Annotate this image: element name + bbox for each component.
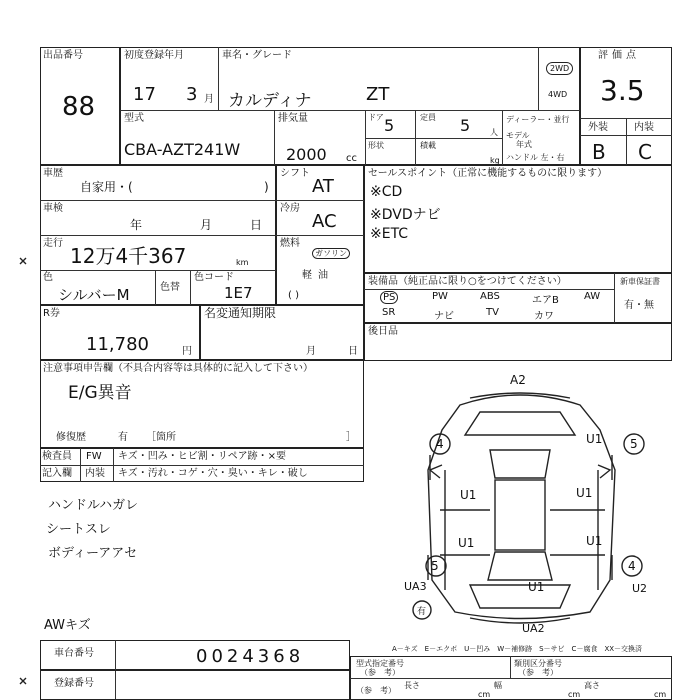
remark-3: ボディーアアセ [48,546,138,561]
mark-a2: A2 [510,373,526,387]
mark-u2: U2 [632,582,648,595]
mark-u1-left-door: U1 [460,488,477,502]
name-change-day: 日 [348,346,358,357]
remark-2: シートスレ [46,522,111,537]
inspection-month: 月 [200,218,213,232]
name-grade-label: 車名・グレード [222,50,292,61]
fuel-paren: ( ) [288,290,299,301]
chassis-label: 車台番号 [54,648,94,659]
drive-4wd: 4WD [548,90,568,99]
warranty-value: 有・無 [624,300,654,311]
repair-value: 有 [118,432,128,443]
mark-4-rear-right: 4 [628,559,636,573]
mark-circled: 有 [417,607,427,617]
load-label: 積載 [420,141,436,150]
name-change-month: 月 [306,346,316,357]
dealer-label: ディーラー・並行 [506,115,570,124]
recycle-label: R券 [43,308,60,319]
inspection-label: 車検 [43,203,63,214]
shift-value: AT [312,176,334,197]
mark-u1-hood: U1 [586,432,603,446]
interior-grade: C [638,140,652,164]
mark-u1-right-rear: U1 [586,534,603,548]
mark-ua3: UA3 [404,580,427,593]
doors-label: ドア [368,113,384,122]
spec-label: 型式指定番号 [356,659,404,668]
score-label: 評価点 [598,50,640,61]
chassis-value: 0024368 [196,646,305,667]
km-unit: km [236,258,249,267]
mileage-value: 12万4千367 [70,244,187,268]
sales-item-1: ※CD [370,184,403,200]
equip-navi: ナビ [434,311,454,322]
interior-entry-label: 内装 [85,468,105,479]
lot-number: 88 [62,92,96,122]
legend-interior: キズ・汚れ・コゲ・穴・臭い・キレ・破し [118,468,308,479]
color-code-label: 色コード [194,272,234,283]
ref-dims: （参 考） [356,686,396,695]
mark-u1-right-front: U1 [576,486,593,500]
width-label: 幅 [494,681,502,690]
spec-reference: （参 考） [360,668,400,677]
color-value: シルバーM [58,286,130,304]
notes-label: 注意事項申告欄（不具合内容等は具体的に記入して下さい） [43,363,313,374]
mark-4-front-left: 4 [436,437,444,451]
capacity-label: 定員 [420,113,436,122]
mark-5-front-right: 5 [630,437,638,451]
length-cm: cm [478,690,491,699]
model-year-label: モデル [506,131,530,140]
legend-exterior: キズ・凹み・ヒビ割・リペア跡・×要 [118,451,286,462]
registration-label: 登録番号 [54,678,94,689]
warranty-label: 新車保証書 [620,277,660,286]
person-unit: 人 [490,128,498,137]
score-value: 3.5 [600,74,645,107]
equip-leather: カワ [534,311,554,322]
shape-label: 形状 [368,141,384,150]
sales-item-2: ※DVDナビ [370,207,441,223]
color-change-label: 色替 [160,282,180,293]
ac-value: AC [312,211,337,232]
fuel-gasoline: ガソリン [312,248,350,259]
equip-pw: PW [432,291,448,302]
remark-4: AWキズ [44,618,91,633]
history-close: ) [264,180,269,194]
category-label: 類別区分番号 [514,659,562,668]
interior-label: 内装 [634,122,654,133]
equip-airbag: エアB [532,295,559,306]
history-label: 車歴 [43,168,63,179]
mileage-label: 走行 [43,238,63,249]
fuel-diesel: 軽油 [302,270,334,281]
inspect-label: 検査員 [42,451,72,462]
height-label: 高さ [584,681,600,690]
mark-ua2: UA2 [522,622,545,635]
equip-sr: SR [382,307,396,318]
displacement-label: 排気量 [278,113,308,124]
grade: ZT [366,84,390,105]
width-cm: cm [568,690,581,699]
first-reg-year: 17 [133,84,156,105]
equip-abs: ABS [480,291,500,302]
recycle-value: 11,780 [86,334,149,355]
mark-u1-left-rear: U1 [458,536,475,550]
shift-label: シフト [280,168,310,179]
remark-1: ハンドルハガレ [48,498,139,513]
yen-unit: 円 [182,346,192,357]
diagram-legend: A－キズ E－エクボ U－凹み W－補修跡 S－サビ C－腐食 XX－交換済 [392,645,643,653]
mark-5-rear-left: 5 [431,559,439,573]
sales-label: セールスポイント（正常に機能するものに限ります） [368,168,608,179]
first-reg-label: 初度登録年月 [124,50,184,61]
equip-ps: PS [380,291,398,304]
notes-value: E/G異音 [68,383,132,403]
first-reg-month: 3 [186,84,198,105]
category-reference: （参 考） [518,668,558,677]
month-unit: 月 [204,94,214,105]
drive-2wd: 2WD [546,62,573,75]
height-cm: cm [654,690,667,699]
year-label: 年式 [516,140,532,149]
equipment-label: 装備品（純正品に限り○をつけてください） [368,276,567,287]
length-label: 長さ [404,681,420,690]
capacity-value: 5 [460,116,471,135]
fuel-label: 燃料 [280,238,300,249]
repair-label: 修復歴 [56,432,86,443]
entry-label: 記入欄 [42,468,72,479]
exterior-label: 外装 [588,122,608,133]
sales-item-3: ※ETC [370,226,409,242]
cc-unit: cc [346,153,357,164]
doors-value: 5 [384,116,395,135]
ac-label: 冷房 [280,203,300,214]
lot-label: 出品番号 [43,50,83,61]
handle-label: ハンドル 左・右 [506,153,565,162]
repair-close: ］ [346,432,356,443]
fw-label: FW [86,451,102,462]
type-value: CBA-AZT241W [124,140,241,159]
car-name: カルディナ [228,91,312,111]
type-label: 型式 [124,113,144,124]
equip-aw: AW [584,291,601,302]
kg-unit: kg [490,156,500,165]
repair-location: ［箇所 [146,432,176,443]
equip-tv: TV [486,307,499,318]
color-code-value: 1E7 [224,284,253,302]
inspection-day: 日 [250,218,263,232]
displacement-value: 2000 [286,145,327,164]
color-label: 色 [43,272,53,283]
history-value: 自家用・( [80,180,133,194]
exterior-grade: B [592,140,606,164]
inspection-year: 年 [130,218,143,232]
name-change-label: 名変通知期限 [204,306,277,320]
mark-u1-trunk: U1 [528,580,545,594]
rear-items-label: 後日品 [368,326,398,337]
